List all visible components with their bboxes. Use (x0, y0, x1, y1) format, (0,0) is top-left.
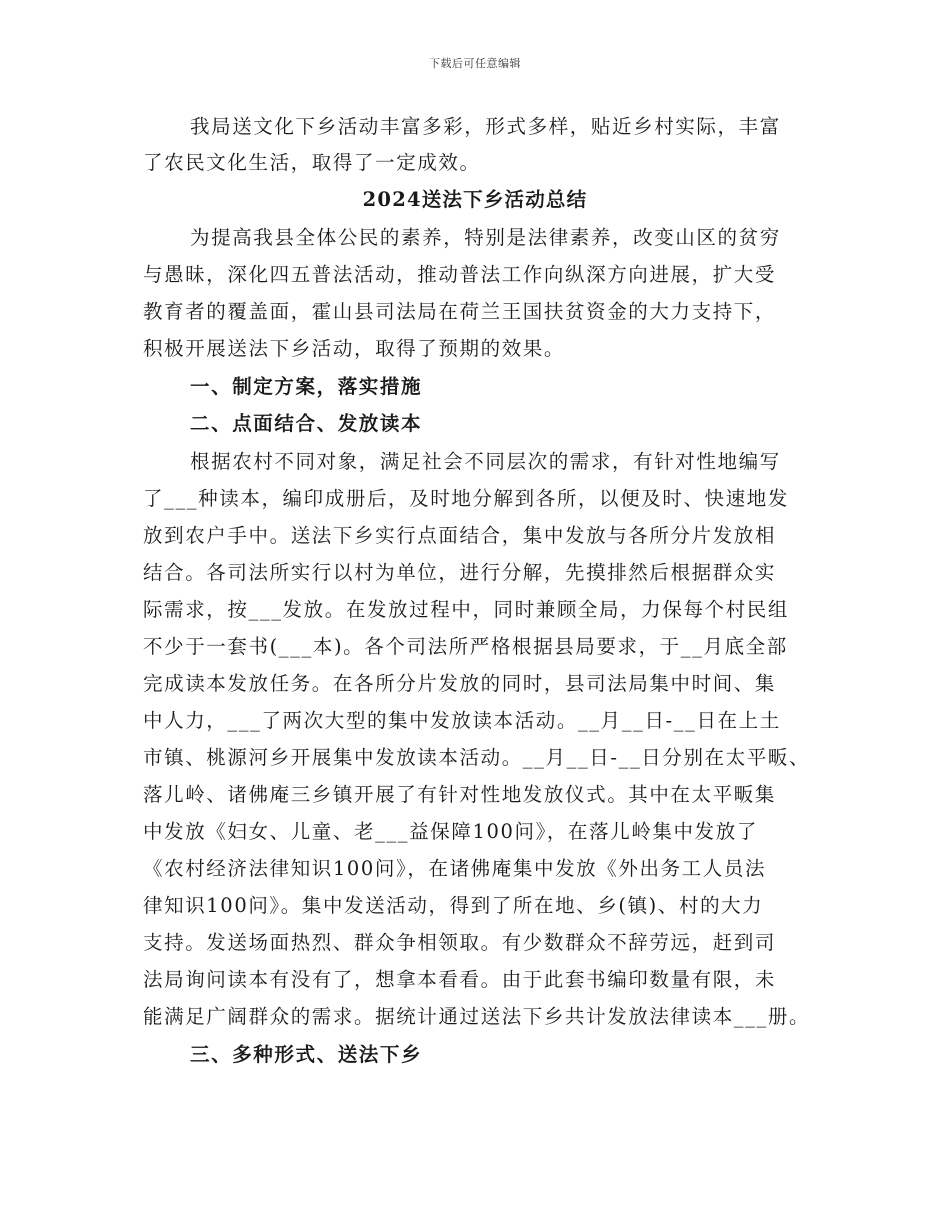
paragraph-line: 为提高我县全体公民的素养，特别是法律素养，改变山区的贫穷 (190, 226, 781, 249)
section-heading: 二、点面结合、发放读本 (190, 412, 423, 435)
intro-line: 了农民文化生活，取得了一定成效。 (143, 151, 481, 174)
intro-line: 我局送文化下乡活动丰富多彩，形式多样，贴近乡村实际，丰富 (190, 115, 781, 138)
paragraph-line: 律知识100问》。集中发送活动，得到了所在地、乡(镇)、村的大力 (143, 894, 764, 917)
paragraph-line: 教育者的覆盖面，霍山县司法局在荷兰王国扶贫资金的大力支持下， (143, 300, 777, 323)
paragraph-line: 支持。发送场面热烈、群众争相领取。有少数群众不辞劳远，赶到司 (143, 931, 777, 954)
paragraph-line: 《农村经济法律知识100问》，在诸佛庵集中发放《外出务工人员法 (143, 857, 767, 880)
paragraph-line: 法局询问读本有没有了，想拿本看看。由于此套书编印数量有限，未 (143, 968, 777, 991)
paragraph-line: 结合。各司法所实行以村为单位，进行分解，先摸排然后根据群众实 (143, 561, 777, 584)
paragraph-line: 积极开展送法下乡活动，取得了预期的效果。 (143, 337, 566, 360)
header-note: 下载后可任意编辑 (429, 57, 521, 70)
paragraph-line: 中发放《妇女、儿童、老___益保障100问》，在落儿岭集中发放了 (143, 820, 758, 843)
paragraph-line: 能满足广阔群众的需求。据统计通过送法下乡共计发放法律读本___册。 (143, 1005, 811, 1028)
paragraph-line: 不少于一套书(___本)。各个司法所严格根据县局要求，于__月底全部 (143, 635, 788, 658)
section-heading: 三、多种形式、送法下乡 (190, 1043, 423, 1066)
paragraph-line: 落儿岭、诸佛庵三乡镇开展了有针对性地发放仪式。其中在太平畈集 (143, 783, 777, 806)
paragraph-line: 了___种读本，编印成册后，及时地分解到各所，以便及时、快速地发 (143, 487, 789, 510)
document-title: 2024送法下乡活动总结 (362, 188, 588, 211)
paragraph-line: 际需求，按___发放。在发放过程中，同时兼顾全局，力保每个村民组 (143, 598, 789, 621)
section-heading: 一、制定方案，落实措施 (190, 375, 423, 398)
paragraph-line: 与愚昧，深化四五普法活动，推动普法工作向纵深方向进展，扩大受 (143, 263, 777, 286)
paragraph-line: 市镇、桃源河乡开展集中发放读本活动。__月__日-__日分别在太平畈、 (143, 746, 811, 769)
paragraph-line: 中人力，___了两次大型的集中发放读本活动。__月__日-__日在上土 (143, 709, 781, 732)
paragraph-line: 放到农户手中。送法下乡实行点面结合，集中发放与各所分片发放相 (143, 524, 777, 547)
paragraph-line: 完成读本发放任务。在各所分片发放的同时，县司法局集中时间、集 (143, 672, 777, 695)
paragraph-line: 根据农村不同对象，满足社会不同层次的需求，有针对性地编写 (190, 450, 781, 473)
